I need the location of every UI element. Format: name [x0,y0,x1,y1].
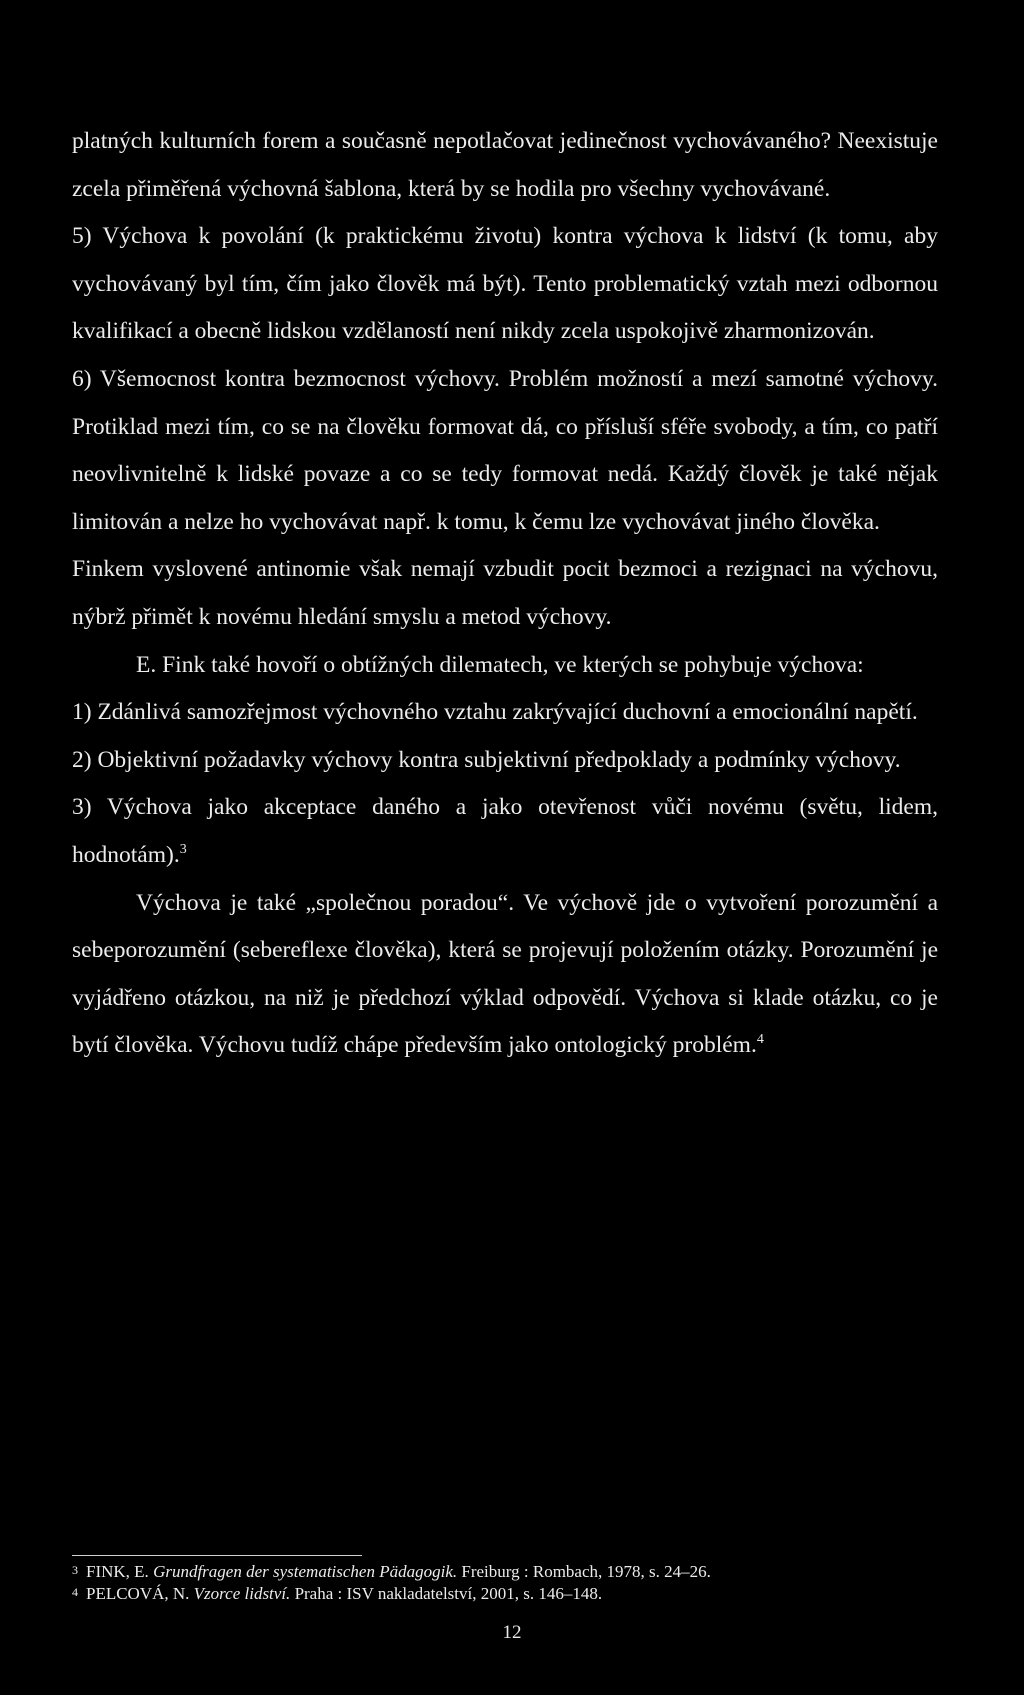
footnote-number: 4 [72,1585,78,1599]
paragraph-2: 5) Výchova k povolání (k praktickému životu) kontra výchova k lidství (k tomu, aby vychovávaný byl tím, čím jako člověk má být). Tento problematický vztah mezi odbornou kvalifikací a obecně lidskou vzdělaností není nikdy zcela uspokojivě zharmonizován. [72,223,938,345]
footnote-separator [72,1555,362,1556]
paragraph-3: 6) Všemocnost kontra bezmocnost výchovy. Problém možností a mezí samotné výchovy. Protiklad mezi tím, co se na člověku formovat dá, co přísluší sféře svobody, a tím, co patří neovlivnitelně k lidské povaze a co se tedy formovat nedá. Každý člověk je také nějak limitován a nelze ho vychovávat např. k tomu, k čemu lze vychovávat jiného člověka. [72,365,938,535]
footnote-publication: Freiburg : Rombach, 1978, s. 24–26. [461,1562,711,1581]
footnote-number: 3 [72,1563,78,1577]
paragraph-5: E. Fink také hovoří o obtížných dilematech, ve kterých se pohybuje výchova: [136,651,864,678]
footnote-title: Grundfragen der systematischen Pädagogik. [153,1562,458,1581]
paragraph-7: 2) Objektivní požadavky výchovy kontra subjektivní předpoklady a podmínky výchovy. [72,746,901,773]
footnote-author: FINK, E. [86,1562,149,1581]
footnote-author: PELCOVÁ, N. [86,1584,190,1603]
paragraph-6: 1) Zdánlivá samozřejmost výchovného vztahu zakrývající duchovní a emocionální napětí. [72,699,918,726]
page-number: 12 [502,1622,522,1643]
footnote-publication: Praha : ISV nakladatelství, 2001, s. 146–148. [294,1584,603,1603]
footnote-ref-3[interactable]: 3 [179,841,187,857]
footnote-ref-4[interactable]: 4 [756,1032,764,1048]
paragraph-8-text: 3) Výchova jako akceptace daného a jako otevřenost vůči novému (světu, lidem, hodnotám). [72,794,938,868]
paragraph-9 [72,880,938,1070]
footnote-4 [72,1583,938,1605]
footnotes [72,1561,938,1605]
paragraph-4: Finkem vyslovené antinomie však nemají vzbudit pocit bezmoci a rezignaci na výchovu, nýbrž přimět k novému hledání smyslu a metod výchovy. [72,556,938,630]
footnote-title: Vzorce lidství. [193,1584,291,1603]
footnote-3 [72,1561,938,1583]
paragraph-1: platných kulturních forem a současně nepotlačovat jedinečnost vychovávaného? Neexistuje zcela přiměřená výchovná šablona, která by se hodila pro všechny vychovávané. [72,128,938,202]
paragraph-8 [72,784,938,879]
page-body [72,118,938,1070]
paragraph-9-text: Výchova je také „společnou poradou“. Ve výchově jde o vytvoření porozumění a sebeporozumění (sebereflexe člověka), která se projevují položením otázky. Porozumění je vyjádřeno otázkou, na niž je předchozí výklad odpovědí. Výchova si klade otázku, co je bytí člověka. Výchovu tudíž chápe především jako ontologický problém. [72,889,938,1059]
